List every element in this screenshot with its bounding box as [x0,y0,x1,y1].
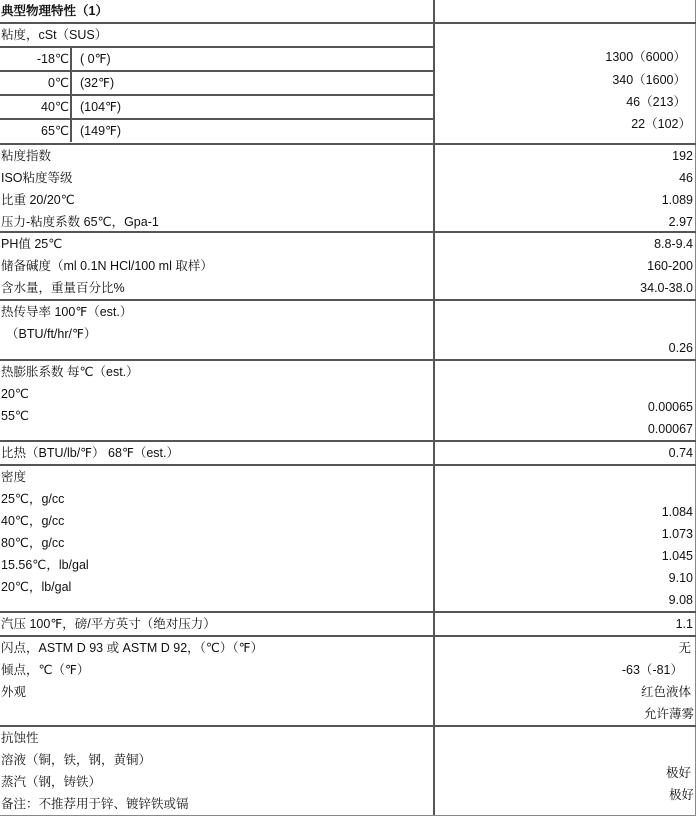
group3-section [0,637,696,727]
ph-value: 8.8-9.4 [654,237,693,251]
density-condition: 20℃，lb/gal [1,580,72,594]
viscosity-row [0,94,435,118]
corrosion-vapor-label: 蒸汽（钢，铸铁） [1,775,102,789]
specific-gravity-label: 比重 20/20℃ [1,193,75,207]
thermal-conductivity-unit: （BTU/ft/hr/℉） [6,327,97,341]
viscosity-index-value: 192 [672,149,693,163]
corrosion-note: 备注：不推荐用于锌、镀锌铁或镉 [1,797,189,811]
pressure-viscosity-value: 2.97 [668,215,693,229]
group1-section [0,145,696,233]
vapor-pressure-value: 1.1 [675,617,693,631]
viscosity-label: 粘度，cSt（SUS） [1,28,108,42]
ph-label: PH值 25℃ [1,237,63,251]
density-condition: 40℃，g/cc [1,514,65,528]
temp-c: -18℃ [0,48,72,70]
water-content-value: 34.0-38.0 [640,281,693,295]
group2-section [0,233,696,301]
pour-point-label: 倾点，℃（℉） [1,663,90,677]
temp-c: 40℃ [0,96,72,118]
corrosion-section [0,727,696,816]
density-value: 1.045 [661,549,693,563]
specific-heat-label: 比热（BTU/lb/℉） 68℉（est.） [1,446,179,460]
thermal-expansion-value: 0.00065 [647,400,693,414]
pressure-viscosity-label: 压力-粘度系数 65℃，Gpa-1 [1,215,159,229]
density-condition: 80℃，g/cc [1,536,65,550]
viscosity-section [0,24,696,145]
temp-c: 65℃ [0,120,72,142]
thermal-expansion-value: 0.00067 [647,422,693,436]
viscosity-value: 46（213） [626,95,686,109]
vapor-pressure-label: 汽压 100℉，磅/平方英寸（绝对压力） [1,617,216,631]
vapor-pressure-section [0,613,696,637]
viscosity-row [0,70,435,94]
corrosion-solution-value: 极好 [665,766,691,780]
viscosity-value: 1300（6000） [605,50,686,64]
density-value: 9.08 [668,593,693,607]
thermal-conductivity-label: 热传导率 100℉（est.） [1,305,133,319]
reserve-alkalinity-label: 储备碱度（ml 0.1N HCl/100 ml 取样） [1,259,213,273]
viscosity-index-label: 粘度指数 [1,149,52,163]
appearance-value: 红色液体 [640,685,691,699]
appearance-haze-value: 允许薄雾 [643,707,694,721]
density-value: 9.10 [668,571,693,585]
corrosion-solution-label: 溶液（铜，铁，钢，黄铜） [1,753,152,767]
flash-point-value: 无 [678,641,691,655]
temp-f: (32℉) [80,76,115,90]
temp-c: 0℃ [0,72,72,94]
density-value: 1.073 [661,527,693,541]
thermal-expansion-temp: 20℃ [1,387,29,401]
density-condition: 25℃，g/cc [1,492,65,506]
table-title: 典型物理特性（1） [1,4,108,18]
temp-f: (149℉) [80,124,122,138]
header-row [0,0,696,24]
viscosity-row [0,118,435,142]
flash-point-label: 闪点，ASTM D 93 或 ASTM D 92，（℃）（℉） [1,641,264,655]
density-section [0,466,696,613]
viscosity-value: 22（102） [631,117,691,131]
water-content-label: 含水量，重量百分比% [1,281,125,295]
density-label: 密度 [1,470,27,484]
viscosity-row [0,46,435,70]
pour-point-value: -63（-81） [621,663,683,677]
specific-heat-section [0,442,696,466]
corrosion-label: 抗蚀性 [1,731,39,745]
iso-grade-label: ISO粘度等级 [1,171,73,185]
temp-f: ( 0℉) [80,52,111,66]
thermal-conductivity-value: 0.26 [668,341,693,355]
corrosion-vapor-value: 极好 [668,788,694,802]
viscosity-value: 340（1600） [612,73,686,87]
thermal-expansion-section [0,361,696,442]
appearance-label: 外观 [1,685,27,699]
temp-f: (104℉) [80,100,122,114]
iso-grade-value: 46 [679,171,693,185]
density-condition: 15.56℃，lb/gal [1,558,89,572]
specific-gravity-value: 1.089 [661,193,693,207]
thermal-expansion-label: 热膨胀系数 每℃（est.） [1,365,139,379]
thermal-expansion-temp: 55℃ [1,409,29,423]
density-value: 1.084 [661,505,693,519]
specific-heat-value: 0.74 [668,446,693,460]
thermal-conductivity-section [0,301,696,361]
reserve-alkalinity-value: 160-200 [647,259,693,273]
